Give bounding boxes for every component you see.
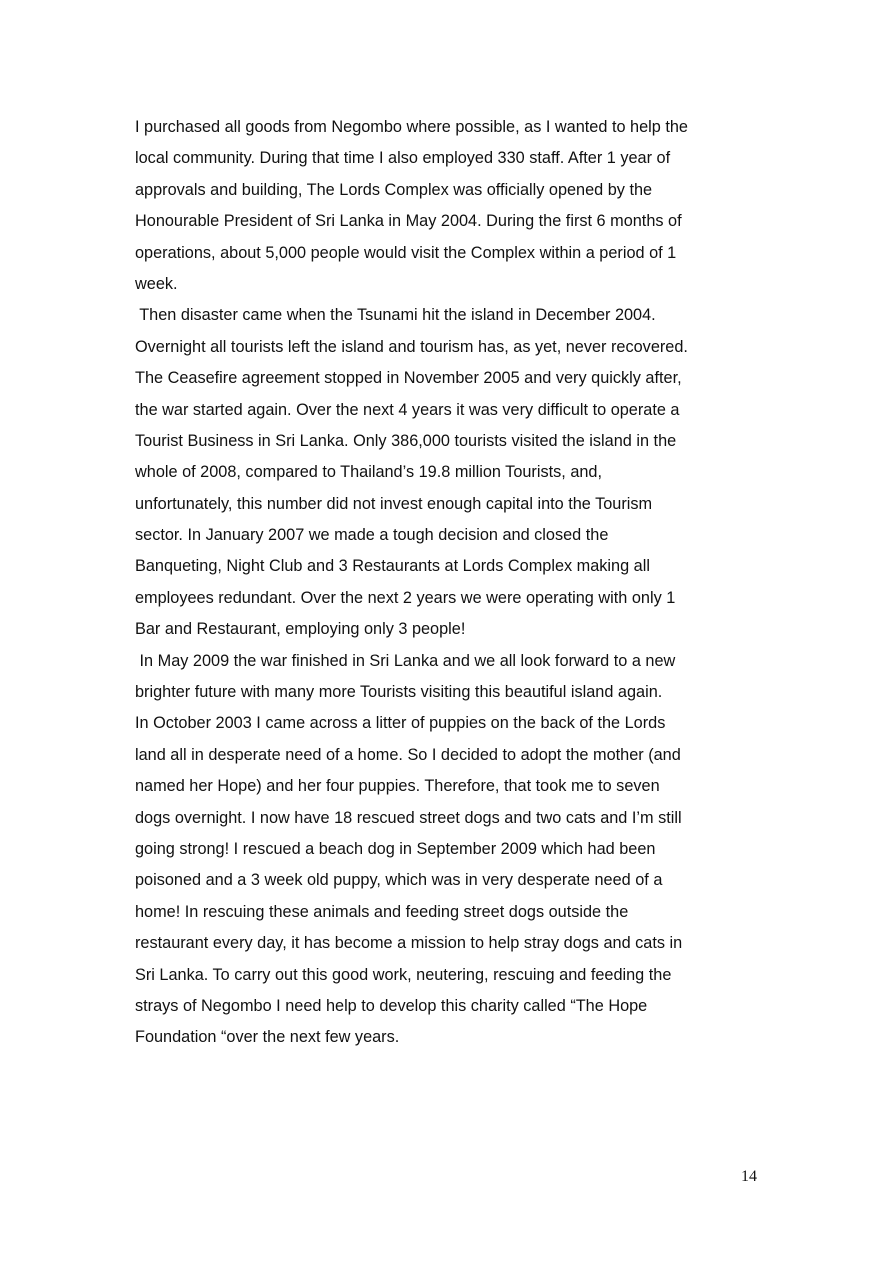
text-line: local community. During that time I also employed 330 staff. After 1 year of bbox=[135, 149, 671, 168]
text-line: restaurant every day, it has become a mission to help stray dogs and cats in bbox=[135, 934, 683, 953]
text-line: Tourist Business in Sri Lanka. Only 386,000 tourists visited the island in the bbox=[135, 431, 677, 450]
text-line: strays of Negombo I need help to develop this charity called “The Hope bbox=[135, 996, 648, 1015]
text-line: unfortunately, this number did not invest enough capital into the Tourism bbox=[135, 494, 653, 513]
text-line: sector. In January 2007 we made a tough decision and closed the bbox=[135, 526, 609, 545]
text-line: whole of 2008, compared to Thailand’s 19.8 million Tourists, and, bbox=[135, 463, 603, 482]
text-line: Bar and Restaurant, employing only 3 people! bbox=[135, 620, 466, 639]
text-line: land all in desperate need of a home. So I decided to adopt the mother (and bbox=[135, 745, 681, 764]
text-line: dogs overnight. I now have 18 rescued street dogs and two cats and I’m still bbox=[135, 808, 682, 827]
body-text bbox=[135, 112, 775, 1054]
text-line: Overnight all tourists left the island and tourism has, as yet, never recovered. bbox=[135, 337, 688, 356]
text-line: named her Hope) and her four puppies. Therefore, that took me to seven bbox=[135, 777, 660, 796]
text-line: Sri Lanka. To carry out this good work, neutering, rescuing and feeding the bbox=[135, 965, 672, 984]
text-line: week. bbox=[135, 274, 178, 293]
text-line: The Ceasefire agreement stopped in November 2005 and very quickly after, bbox=[135, 369, 682, 388]
text-line: I purchased all goods from Negombo where possible, as I wanted to help the bbox=[135, 118, 688, 136]
text-line: Foundation “over the next few years. bbox=[135, 1028, 400, 1047]
text-line: going strong! I rescued a beach dog in September 2009 which had been bbox=[135, 839, 656, 858]
text-line: Then disaster came when the Tsunami hit the island in December 2004. bbox=[135, 306, 656, 325]
text-line: poisoned and a 3 week old puppy, which was in very desperate need of a bbox=[135, 871, 663, 890]
text-line: Banqueting, Night Club and 3 Restaurants at Lords Complex making all bbox=[135, 557, 650, 576]
text-line: operations, about 5,000 people would visit the Complex within a period of 1 bbox=[135, 243, 677, 262]
text-line: approvals and building, The Lords Complex was officially opened by the bbox=[135, 180, 653, 199]
text-line: Honourable President of Sri Lanka in May 2004. During the first 6 months of bbox=[135, 212, 682, 231]
text-line: the war started again. Over the next 4 years it was very difficult to operate a bbox=[135, 400, 680, 419]
text-line: brighter future with many more Tourists visiting this beautiful island again. bbox=[135, 683, 663, 702]
page-number: 14 bbox=[741, 1168, 757, 1185]
text-line: home! In rescuing these animals and feeding street dogs outside the bbox=[135, 902, 629, 921]
text-line: In May 2009 the war finished in Sri Lanka and we all look forward to a new bbox=[135, 651, 676, 670]
text-line: In October 2003 I came across a litter of puppies on the back of the Lords bbox=[135, 714, 666, 733]
text-line: employees redundant. Over the next 2 years we were operating with only 1 bbox=[135, 588, 676, 607]
